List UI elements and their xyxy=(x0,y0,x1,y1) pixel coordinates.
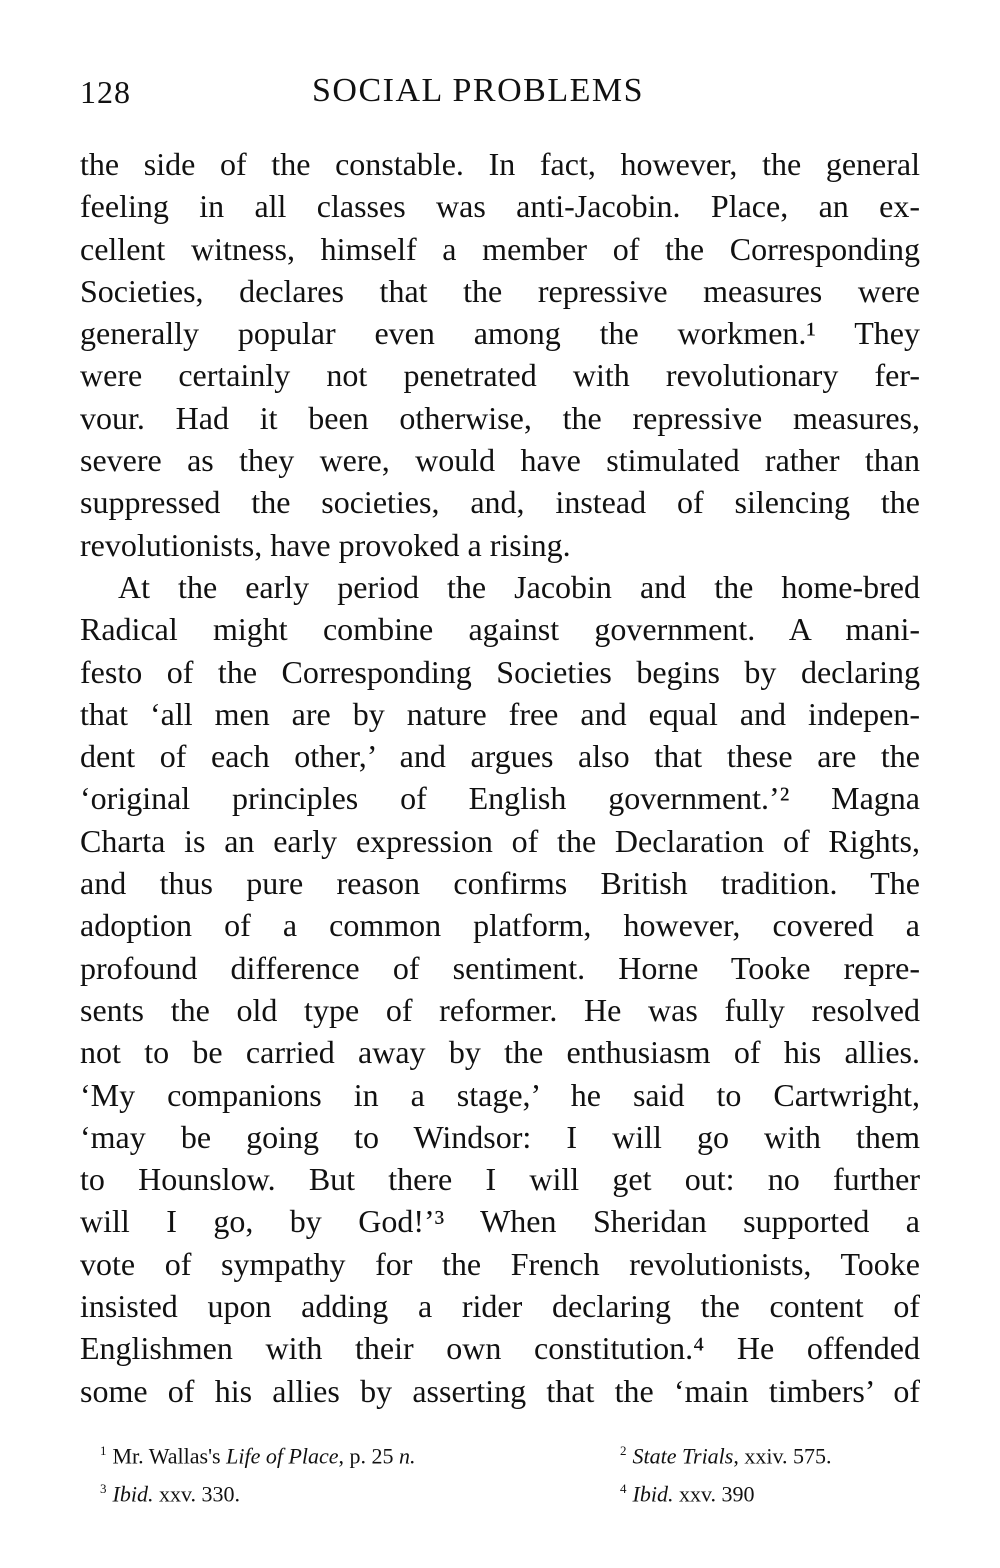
footnote-3 xyxy=(100,1470,240,1513)
text-line: were certainly not penetrated with revolutionary fer- xyxy=(80,357,920,394)
footnotes xyxy=(100,1432,900,1508)
text-line: ‘My companions in a stage,’ he said to Cartwright, xyxy=(80,1076,920,1113)
text-line: Radical might combine against government. A mani- xyxy=(80,611,920,648)
footnote-text: , p. 25 xyxy=(338,1443,400,1469)
footnote-text: xxv. 330. xyxy=(153,1481,241,1507)
footnote-1 xyxy=(100,1432,416,1475)
footnote-4 xyxy=(620,1470,755,1513)
running-head xyxy=(80,72,920,116)
footnote-mark: 4 xyxy=(620,1481,627,1496)
footnote-row xyxy=(100,1470,900,1508)
text-line: At the early period the Jacobin and the home-bred xyxy=(118,568,920,605)
text-line: sents the old type of reformer. He was fully resolved xyxy=(80,991,920,1028)
footnote-row xyxy=(100,1432,900,1470)
text-line: some of his allies by asserting that the ‘main timbers’ of xyxy=(80,1372,920,1409)
text-line: vour. Had it been otherwise, the repressive measures, xyxy=(80,399,920,436)
text-line: the side of the constable. In fact, however, the general xyxy=(80,146,920,182)
footnote-mark: 2 xyxy=(620,1443,627,1458)
footnote-text: Mr. Wallas's xyxy=(112,1443,227,1469)
text-line: severe as they were, would have stimulated rather than xyxy=(80,442,920,479)
running-title: SOCIAL PROBLEMS xyxy=(312,72,645,109)
footnote-note: n. xyxy=(399,1443,416,1469)
text-line: adoption of a common platform, however, covered a xyxy=(80,907,920,944)
footnote-title: State Trials xyxy=(632,1443,734,1469)
footnote-text: , xxiv. 575. xyxy=(733,1443,832,1469)
page-number: 128 xyxy=(80,74,131,110)
footnote-mark: 1 xyxy=(100,1443,107,1458)
text-line: that ‘all men are by nature free and equal and indepen- xyxy=(80,695,920,732)
footnote-title: Ibid. xyxy=(112,1481,154,1507)
text-line: dent of each other,’ and argues also that these are the xyxy=(80,738,920,775)
text-line: Charta is an early expression of the Declaration of Rights, xyxy=(80,822,920,859)
text-line: will I go, by God!’³ When Sheridan supported a xyxy=(80,1203,920,1240)
body-text xyxy=(80,143,920,1412)
text-line: insisted upon adding a rider declaring the content of xyxy=(80,1288,920,1325)
text-line: ‘original principles of English government.’² Magna xyxy=(80,780,920,817)
text-line: vote of sympathy for the French revolutionists, Tooke xyxy=(80,1245,920,1282)
text-line: revolutionists, have provoked a rising. xyxy=(80,526,571,563)
footnote-text: xxv. 390 xyxy=(673,1481,755,1507)
text-line: and thus pure reason confirms British tradition. The xyxy=(80,865,920,902)
text-line: to Hounslow. But there I will get out: no further xyxy=(80,1161,920,1198)
text-line: Societies, declares that the repressive measures were xyxy=(80,272,920,309)
footnote-2 xyxy=(620,1432,832,1475)
text-line: feeling in all classes was anti-Jacobin. Place, an ex- xyxy=(80,188,920,225)
text-line: suppressed the societies, and, instead of silencing the xyxy=(80,484,920,521)
text-line: Englishmen with their own constitution.⁴ He offended xyxy=(80,1330,920,1367)
text-line: not to be carried away by the enthusiasm of his allies. xyxy=(80,1034,920,1071)
text-line: generally popular even among the workmen.¹ They xyxy=(80,315,920,352)
text-line: festo of the Corresponding Societies begins by declaring xyxy=(80,653,920,690)
footnote-title: Life of Place xyxy=(226,1443,339,1469)
text-line: ‘may be going to Windsor: I will go with them xyxy=(80,1118,920,1155)
text-line: profound difference of sentiment. Horne Tooke repre- xyxy=(80,949,920,986)
text-line: cellent witness, himself a member of the Corresponding xyxy=(80,230,920,267)
footnote-title: Ibid. xyxy=(632,1481,674,1507)
footnote-mark: 3 xyxy=(100,1481,107,1496)
